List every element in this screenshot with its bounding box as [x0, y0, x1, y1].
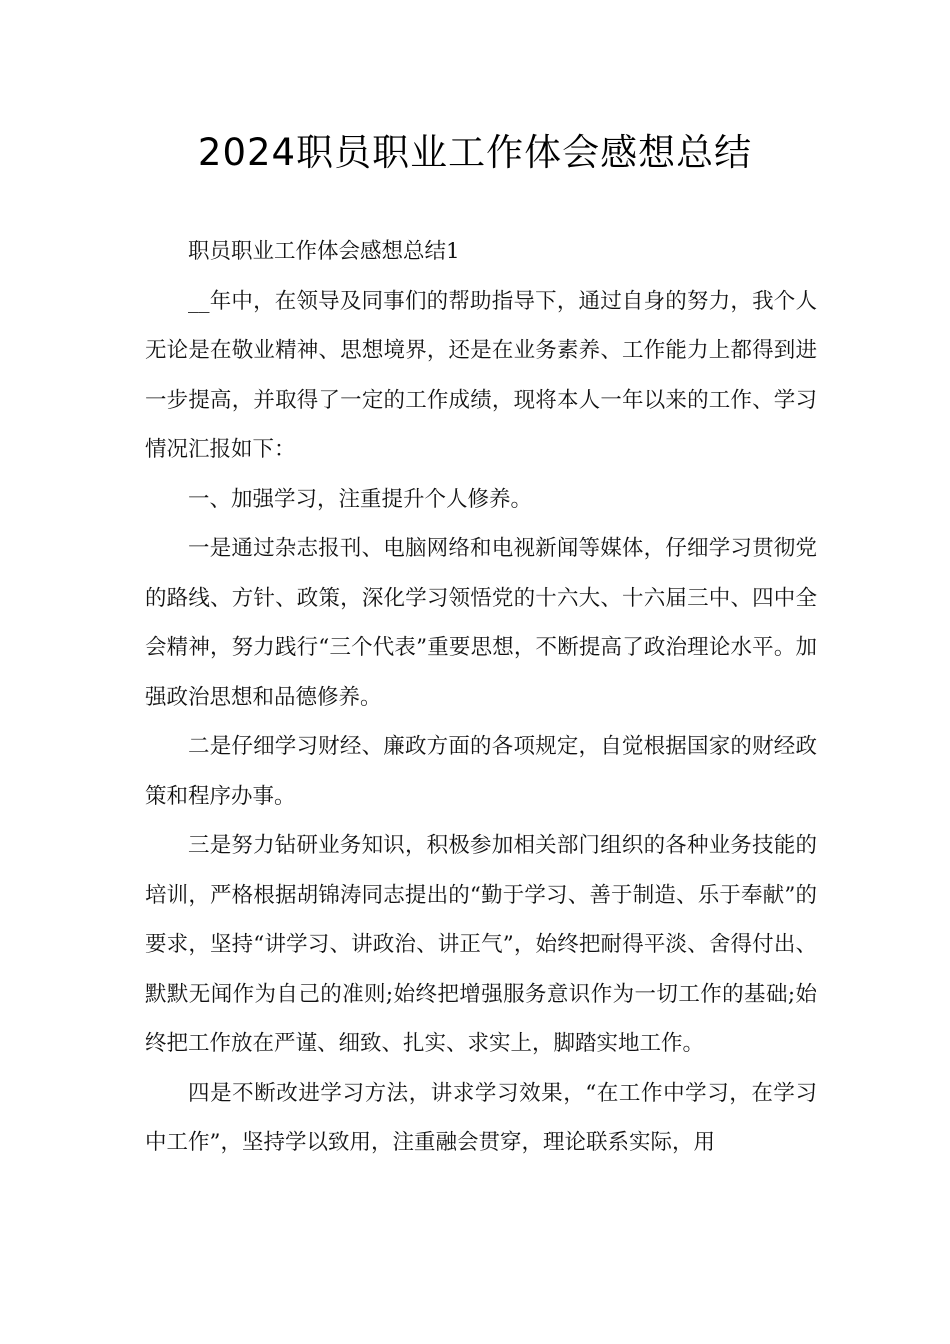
- paragraph-point-2: 二是仔细学习财经、廉政方面的各项规定，自觉根据国家的财经政策和程序办事。: [145, 734, 817, 809]
- paragraph-heading-1: 一、加强学习，注重提升个人修养。: [188, 486, 533, 512]
- paragraph-point-1: 一是通过杂志报刊、电脑网络和电视新闻等媒体，仔细学习贯彻党的路线、方针、政策，深化学习领悟党的十六大、十六届三中、四中全会精神，努力践行“三个代表”重要思想，不断提高了政治理论水平。加强政治思想和品德修养。: [145, 536, 817, 710]
- paragraph-point-4: 四是不断改进学习方法，讲求学习效果，“在工作中学习，在学习中工作”，坚持学以致用，注重融会贯穿，理论联系实际，用: [145, 1080, 817, 1155]
- paragraph-intro: __年中，在领导及同事们的帮助指导下，通过自身的努力，我个人无论是在敬业精神、思想境界，还是在业务素养、工作能力上都得到进一步提高，并取得了一定的工作成绩，现将本人一年以来的工作、学习情况汇报如下：: [145, 288, 817, 462]
- paragraph-point-3: 三是努力钻研业务知识，积极参加相关部门组织的各种业务技能的培训，严格根据胡锦涛同志提出的“勤于学习、善于制造、乐于奉献”的要求，坚持“讲学习、讲政治、讲正气”，始终把耐得平淡、舍得付出、默默无闻作为自己的准则;始终把增强服务意识作为一切工作的基础;始终把工作放在严谨、细致、扎实、求实上，脚踏实地工作。: [145, 833, 817, 1056]
- document-body: [145, 227, 817, 1168]
- document-title: 2024职员职业工作体会感想总结: [197, 131, 753, 174]
- paragraph-section-heading: 职员职业工作体会感想总结1: [188, 239, 460, 264]
